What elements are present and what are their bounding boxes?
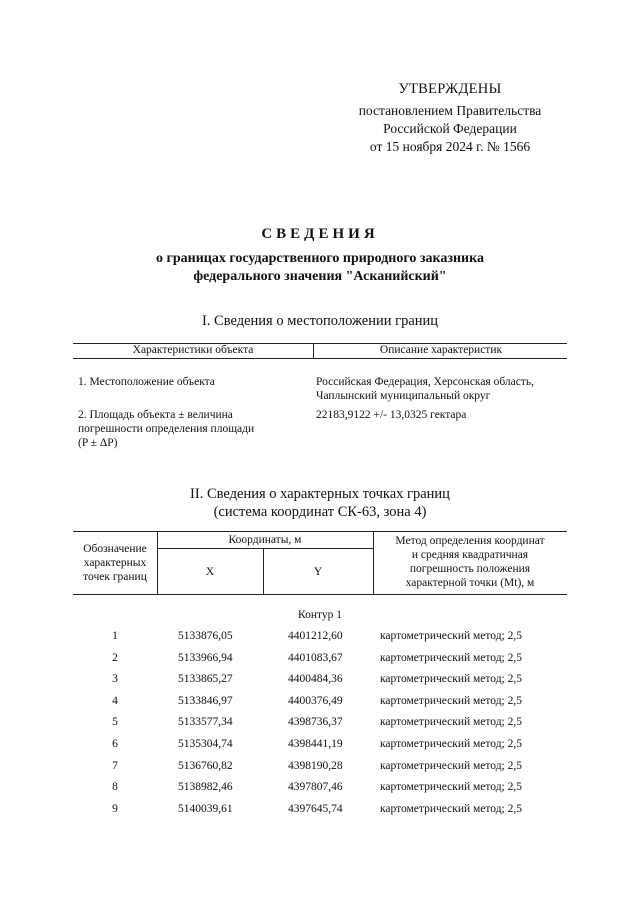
row-2-value	[316, 408, 466, 422]
document-subtitle	[0, 250, 640, 286]
coord-y: 4400484,36	[288, 673, 343, 686]
coord-y: 4398190,28	[288, 759, 343, 772]
points-table-header	[73, 531, 567, 595]
row-1-value-line-2: Чаплынский муниципальный округ	[316, 390, 491, 402]
point-number: 3	[112, 673, 118, 686]
subtitle-line-1: о границах государственного природного заказника	[156, 251, 484, 266]
head-method-line-4: характерной точки (Mt), м	[405, 577, 535, 589]
row-1-label-line: 1. Местоположение объекта	[78, 376, 215, 388]
head-method-line-3: погрешность положения	[409, 563, 531, 575]
coord-y: 4398736,37	[288, 716, 343, 729]
document-title: СВЕДЕНИЯ	[261, 226, 379, 242]
method: картометрический метод; 2,5	[380, 716, 522, 729]
head-method	[373, 534, 567, 590]
point-number: 7	[112, 759, 118, 772]
method: картометрический метод; 2,5	[380, 759, 522, 772]
coord-x: 5138982,46	[178, 781, 233, 794]
head-point-designation	[73, 542, 157, 584]
table-row	[0, 673, 640, 689]
row-2-label-line-3: (P ± ΔP)	[78, 437, 118, 449]
coord-x: 5133865,27	[178, 673, 233, 686]
coord-x: 5135304,74	[178, 738, 233, 750]
approval-line-3: от 15 ноября 2024 г. № 1566	[369, 139, 531, 154]
head-point-line-1: Обозначение	[83, 543, 147, 555]
point-number: 5	[112, 716, 118, 729]
coord-y: 4398441,19	[288, 738, 343, 750]
coord-y: 4397645,74	[288, 802, 343, 815]
point-number: 6	[112, 738, 118, 750]
section-2-heading-line-1: II. Сведения о характерных точках границ	[190, 486, 450, 502]
approval-line-2: Российской Федерации	[383, 121, 517, 136]
table-1-col-description: Описание характеристик	[313, 344, 568, 358]
coord-x: 5133846,97	[178, 694, 233, 707]
coord-y: 4400376,49	[288, 694, 343, 707]
contour-label: Контур 1	[297, 609, 342, 621]
method: картометрический метод; 2,5	[380, 694, 522, 707]
table-row	[0, 695, 640, 711]
table-row	[0, 781, 640, 797]
coord-x: 5133966,94	[178, 651, 233, 664]
approval-block	[330, 80, 570, 156]
method: картометрический метод; 2,5	[380, 781, 522, 794]
head-x: X	[205, 566, 215, 578]
coord-y: 4397807,46	[288, 781, 343, 794]
point-number: 2	[112, 651, 118, 664]
subtitle-line-2: федерального значения "Асканийский"	[193, 269, 447, 284]
row-2-label-line-2: погрешности определения площади	[78, 423, 255, 435]
coord-y: 4401212,60	[288, 630, 343, 642]
approval-line-1: постановлением Правительства	[358, 103, 542, 118]
row-1-value	[316, 375, 534, 403]
section-2-heading	[0, 485, 640, 521]
table-1-col-characteristics: Характеристики объекта	[132, 344, 254, 356]
row-2-label	[78, 408, 254, 450]
method: картометрический метод; 2,5	[380, 738, 522, 750]
point-number: 4	[112, 694, 118, 707]
coord-x: 5133577,34	[178, 716, 233, 729]
coord-x: 5136760,82	[178, 759, 233, 772]
method: картометрический метод; 2,5	[380, 673, 522, 686]
section-2-heading-line-2: (система координат СК-63, зона 4)	[213, 504, 427, 520]
method: картометрический метод; 2,5	[380, 630, 522, 642]
approval-heading: УТВЕРЖДЕНЫ	[398, 81, 502, 97]
method: картометрический метод; 2,5	[380, 802, 522, 815]
coord-x: 5133876,05	[178, 630, 233, 642]
table-row	[0, 630, 640, 646]
head-point-line-3: точек границ	[83, 571, 147, 583]
section-1-heading: I. Сведения о местоположении границ	[201, 313, 439, 329]
table-row	[0, 652, 640, 668]
coord-x: 5140039,61	[178, 802, 233, 815]
row-1-value-line-1: Российская Федерация, Херсонская область,	[316, 376, 535, 388]
table-row	[0, 716, 640, 732]
table-row	[0, 803, 640, 819]
point-number: 9	[112, 802, 118, 815]
head-point-line-2: характерных	[83, 557, 147, 569]
row-2-value-line-1: 22183,9122 +/- 13,0325 гектара	[316, 409, 467, 421]
table-row	[0, 760, 640, 776]
head-y: Y	[313, 566, 323, 578]
divider-coords	[157, 548, 373, 549]
point-number: 1	[112, 630, 118, 642]
row-2-label-line-1: 2. Площадь объекта ± величина	[78, 409, 233, 421]
point-number: 8	[112, 781, 118, 794]
method: картометрический метод; 2,5	[380, 651, 522, 664]
head-coordinates: Координаты, м	[228, 534, 302, 546]
table-1-header	[73, 343, 567, 359]
coord-y: 4401083,67	[288, 651, 343, 664]
row-1-label	[78, 375, 215, 389]
head-method-line-2: и средняя квадратичная	[411, 549, 529, 561]
table-row	[0, 738, 640, 754]
head-method-line-1: Метод определения координат	[395, 535, 545, 547]
